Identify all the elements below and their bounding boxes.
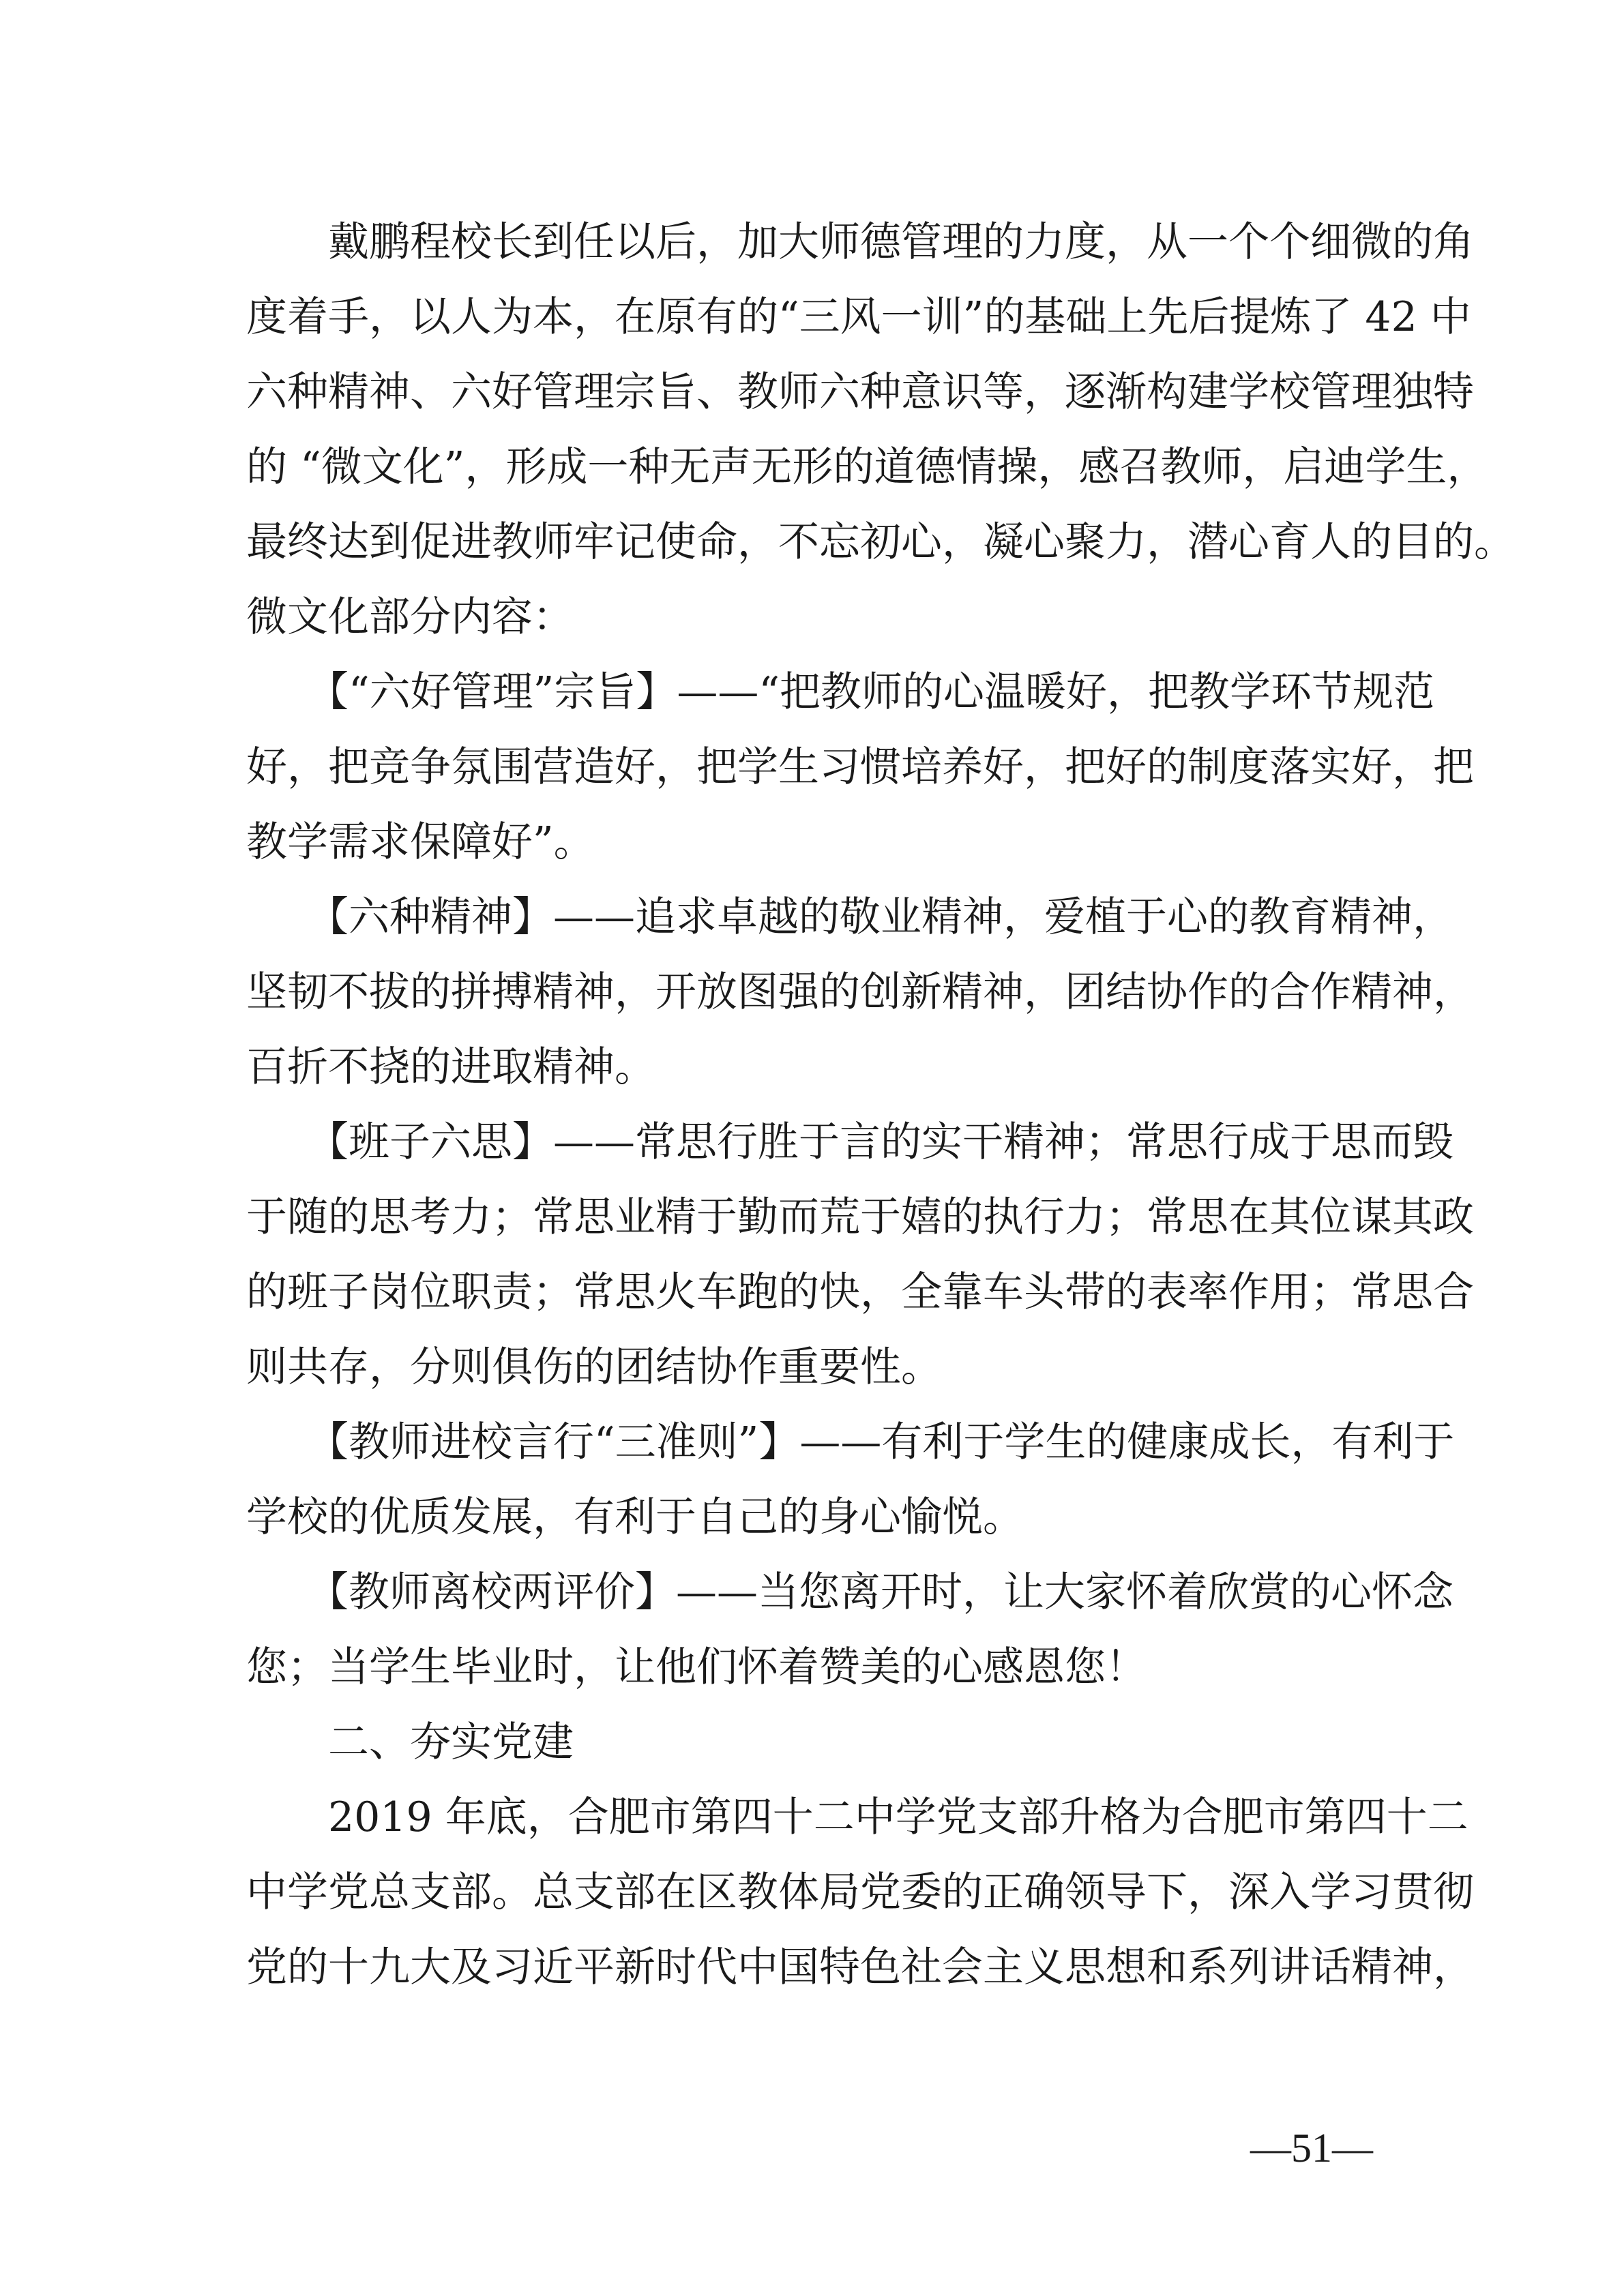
text-line: 好，把竞争氛围营造好，把学生习惯培养好，把好的制度落实好，把: [246, 743, 1474, 791]
text-line: 2019 年底，合肥市第四十二中学党支部升格为合肥市第四十二: [246, 1793, 1468, 1841]
text-line: 的 “微文化”，形成一种无声无形的道德情操，感召教师，启迪学生，: [246, 443, 1488, 491]
text-line: 【“六好管理”宗旨】——“把教师的心温暖好，把教学环节规范: [246, 668, 1435, 716]
text-line: 【六种精神】——追求卓越的敬业精神，爱植于心的教育精神，: [246, 893, 1453, 941]
text-line: 微文化部分内容：: [246, 593, 574, 641]
section-heading: 二、夯实党建: [246, 1718, 574, 1766]
page-number: —51—: [1250, 2126, 1373, 2171]
text-line: 百折不挠的进取精神。: [246, 1043, 655, 1091]
text-line: 您；当学生毕业时，让他们怀着赞美的心感恩您！: [246, 1643, 1147, 1691]
text-line: 六种精神、六好管理宗旨、教师六种意识等，逐渐构建学校管理独特: [246, 368, 1474, 416]
text-line: 中学党总支部。总支部在区教体局党委的正确领导下，深入学习贯彻: [246, 1868, 1474, 1916]
text-line: 最终达到促进教师牢记使命，不忘初心，凝心聚力，潜心育人的目的。: [246, 518, 1515, 566]
text-line: 戴鹏程校长到任以后，加大师德管理的力度，从一个个细微的角: [246, 218, 1474, 266]
text-line: 则共存，分则俱伤的团结协作重要性。: [246, 1343, 942, 1391]
text-line: 教学需求保障好”。: [246, 818, 595, 866]
text-line: 【班子六思】——常思行胜于言的实干精神；常思行成于思而毁: [246, 1118, 1453, 1166]
text-line: 于随的思考力；常思业精于勤而荒于嬉的执行力；常思在其位谋其政: [246, 1193, 1474, 1241]
text-line: 度着手，以人为本，在原有的“三风一训”的基础上先后提炼了 42 中: [246, 293, 1471, 341]
text-line: 学校的优质发展，有利于自己的身心愉悦。: [246, 1493, 1024, 1541]
text-line: 的班子岗位职责；常思火车跑的快，全靠车头带的表率作用；常思合: [246, 1268, 1474, 1316]
text-line: 【教师离校两评价】——当您离开时，让大家怀着欣赏的心怀念: [246, 1568, 1453, 1616]
text-line: 党的十九大及习近平新时代中国特色社会主义思想和系列讲话精神，: [246, 1943, 1474, 1991]
text-line: 【教师进校言行“三准则”】——有利于学生的健康成长，有利于: [246, 1418, 1455, 1466]
text-line: 坚韧不拔的拼搏精神，开放图强的创新精神，团结协作的合作精神，: [246, 968, 1474, 1016]
